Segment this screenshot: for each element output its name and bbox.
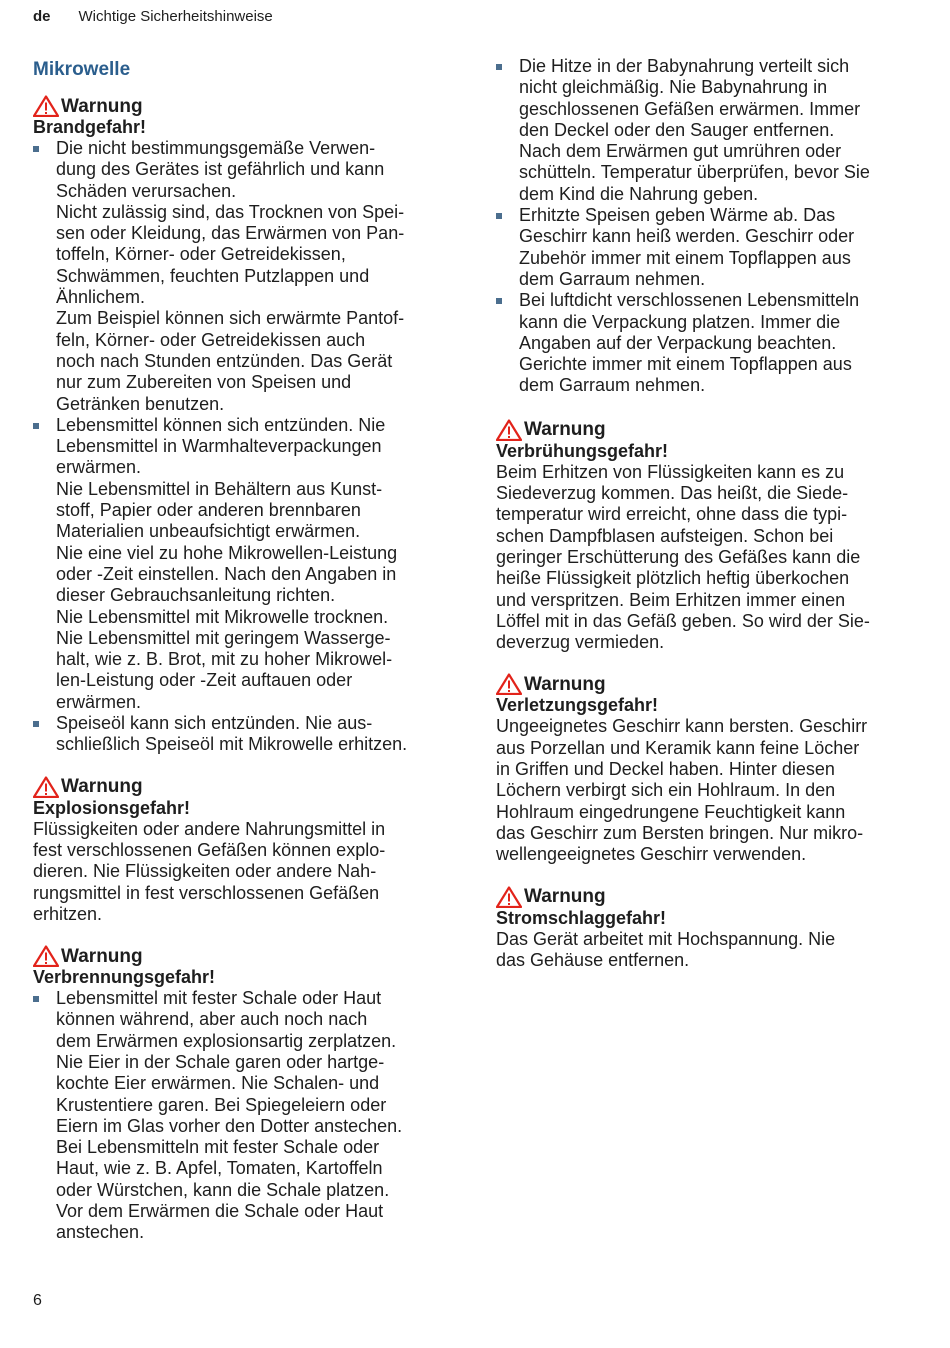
warning-fire bbox=[33, 95, 458, 756]
hazard-title: Verletzungsgefahr! bbox=[496, 695, 659, 716]
bullet-square-icon bbox=[33, 721, 39, 727]
warning-heading bbox=[496, 886, 921, 908]
list-item-text: Bei luftdicht verschlossenen Lebensmitteln kann die Verpackung platzen. Immer die Angaben auf der Verpackung beachten. Gerichte immer mit einem Topflappen aus dem Garraum nehmen. bbox=[519, 290, 860, 396]
hazard-list bbox=[496, 56, 921, 397]
warning-triangle-icon bbox=[496, 886, 522, 908]
warning-label: Warnung bbox=[524, 886, 606, 907]
warning-triangle-icon bbox=[33, 776, 59, 798]
list-item-text: Lebensmittel mit fester Schale oder Haut können während, aber auch noch nach dem Erwärmen explosionsartig zerplatzen. Nie Eier in der Schale garen oder hartge- kochte Eier erwärmen. Nie Schalen- und Krustentiere garen. Bei Spiegeleiern oder Eiern im Glas vorher den Dotter anstechen. Bei Lebensmitteln mit fester Schale oder Haut, wie z. B. Apfel, Tomaten, Kartoffeln oder Würstchen, kann die Schale platzen. Vor dem Erwärmen die Schale oder Haut anstechen. bbox=[56, 988, 403, 1243]
warning-triangle-icon bbox=[496, 419, 522, 441]
bullet-square-icon bbox=[33, 146, 39, 152]
warning-electric-shock bbox=[496, 886, 921, 972]
bullet-square-icon bbox=[33, 996, 39, 1002]
warning-heading bbox=[496, 419, 921, 441]
warning-heading bbox=[496, 673, 921, 695]
warning-triangle-icon bbox=[33, 945, 59, 967]
warning-injury bbox=[496, 673, 921, 865]
warning-heading bbox=[33, 95, 458, 117]
page-header bbox=[33, 8, 273, 25]
warning-scald bbox=[496, 419, 921, 654]
right-column bbox=[496, 56, 921, 991]
warning-heading bbox=[33, 776, 458, 798]
list-item-text: Erhitzte Speisen geben Wärme ab. Das Geschirr kann heiß werden. Geschirr oder Zubehör immer mit einem Topflappen aus dem Garraum nehmen. bbox=[519, 205, 855, 289]
warning-label: Warnung bbox=[524, 419, 606, 441]
list-item-text: Die Hitze in der Babynahrung verteilt sich nicht gleichmäßig. Nie Babynahrung in geschlossenen Gefäßen erwärmen. Immer den Deckel oder den Sauger entfernen. Nach dem Erwärmen gut umrühren oder schütteln. Temperatur überprüfen, bevor Sie dem Kind die Nahrung geben. bbox=[519, 56, 870, 204]
hazard-list bbox=[33, 988, 458, 1244]
bullet-square-icon bbox=[496, 64, 502, 70]
warning-label: Warnung bbox=[61, 776, 143, 798]
warning-triangle-icon bbox=[33, 95, 59, 117]
hazard-title: Verbrennungsgefahr! bbox=[33, 967, 216, 988]
list-item bbox=[33, 988, 458, 1244]
hazard-title: Verbrühungsgefahr! bbox=[496, 440, 669, 461]
left-column bbox=[33, 56, 458, 1264]
bullet-square-icon bbox=[496, 213, 502, 219]
page-number: 6 bbox=[33, 1292, 42, 1309]
warning-label: Warnung bbox=[524, 673, 606, 695]
list-item-text: Speiseöl kann sich entzünden. Nie aus- schließlich Speiseöl mit Mikrowelle erhitzen. bbox=[56, 713, 408, 755]
hazard-list bbox=[33, 138, 458, 756]
list-item-text: Lebensmittel können sich entzünden. Nie Lebensmittel in Warmhalteverpackungen erwärmen. Nie Lebensmittel in Behältern aus Kunst- stoff, Papier oder anderen brennbaren Materialien unbeaufsichtigt erwärmen. Nie eine viel zu hohe Mikrowellen-Leistung oder -Zeit einstellen. Nach den Angaben in dieser Gebrauchsanleitung richten. Nie Lebensmittel mit Mikrowelle trocknen. Nie Lebensmittel mit geringem Wasserge- halt, wie z. B. Brot, mit zu hoher Mikrowel- len-Leistung oder -Zeit auftauen oder erwärmen. bbox=[56, 414, 398, 712]
bullet-square-icon bbox=[33, 423, 39, 429]
language-code: de bbox=[33, 8, 51, 25]
hazard-title: Stromschlaggefahr! bbox=[496, 907, 667, 928]
list-item bbox=[33, 415, 458, 713]
list-item bbox=[33, 138, 458, 415]
hazard-title: Explosionsgefahr! bbox=[33, 797, 191, 818]
warning-label: Warnung bbox=[61, 95, 143, 117]
warning-burn-continued bbox=[496, 56, 921, 397]
warning-triangle-icon bbox=[496, 673, 522, 695]
list-item bbox=[496, 205, 921, 290]
hazard-text: Das Gerät arbeitet mit Hochspannung. Nie das Gehäuse entfernen. bbox=[496, 928, 836, 970]
hazard-text: Beim Erhitzen von Flüssigkeiten kann es zu Siedeverzug kommen. Das heißt, die Siede- temperatur wird erreicht, ohne dass die typi- schen Dampfblasen aufsteigen. Schon bei geringer Erschütterung des Gefäßes kann die heiße Flüssigkeit plötzlich heftig überkochen und verspritzen. Beim Erhitzen immer einen Löffel mit in das Gefäß geben. So wird der Sie- deverzug vermieden. bbox=[496, 461, 870, 653]
list-item bbox=[496, 56, 921, 205]
list-item bbox=[496, 290, 921, 396]
warning-explosion bbox=[33, 776, 458, 925]
hazard-text: Ungeeignetes Geschirr kann bersten. Geschirr aus Porzellan und Keramik kann feine Löcher in Griffen und Deckel haben. Hinter diesen Löchern verbirgt sich ein Hohlraum. In den Hohlraum eingedrungene Feuchtigkeit kann das Geschirr zum Bersten bringen. Nur mikro- wellengeeignetes Geschirr verwenden. bbox=[496, 716, 868, 865]
warning-label: Warnung bbox=[61, 945, 143, 967]
header-title: Wichtige Sicherheitshinweise bbox=[78, 8, 273, 25]
bullet-square-icon bbox=[496, 298, 502, 304]
warning-burn bbox=[33, 945, 458, 1244]
list-item bbox=[33, 713, 458, 756]
hazard-title: Brandgefahr! bbox=[33, 117, 147, 137]
hazard-text: Flüssigkeiten oder andere Nahrungsmittel in fest verschlossenen Gefäßen können explo- dieren. Nie Flüssigkeiten oder andere Nah- rungsmittel in fest verschlossenen Gefäßen erhitzen. bbox=[33, 818, 386, 924]
section-title: Mikrowelle bbox=[33, 59, 131, 80]
list-item-text: Die nicht bestimmungsgemäße Verwen- dung des Gerätes ist gefährlich und kann Schäden verursachen. Nicht zulässig sind, das Trocknen von Spei- sen oder Kleidung, das Erwärmen von Pan- toffeln, Körner- oder Getreidekissen, Schwämmen, feuchten Putzlappen und Ähnlichem. Zum Beispiel können sich erwärmte Pantof- feln, Körner- oder Getreidekissen auch noch nach Stunden entzünden. Das Gerät nur zum Zubereiten von Speisen und Getränken benutzen. bbox=[56, 138, 405, 414]
warning-heading bbox=[33, 945, 458, 967]
